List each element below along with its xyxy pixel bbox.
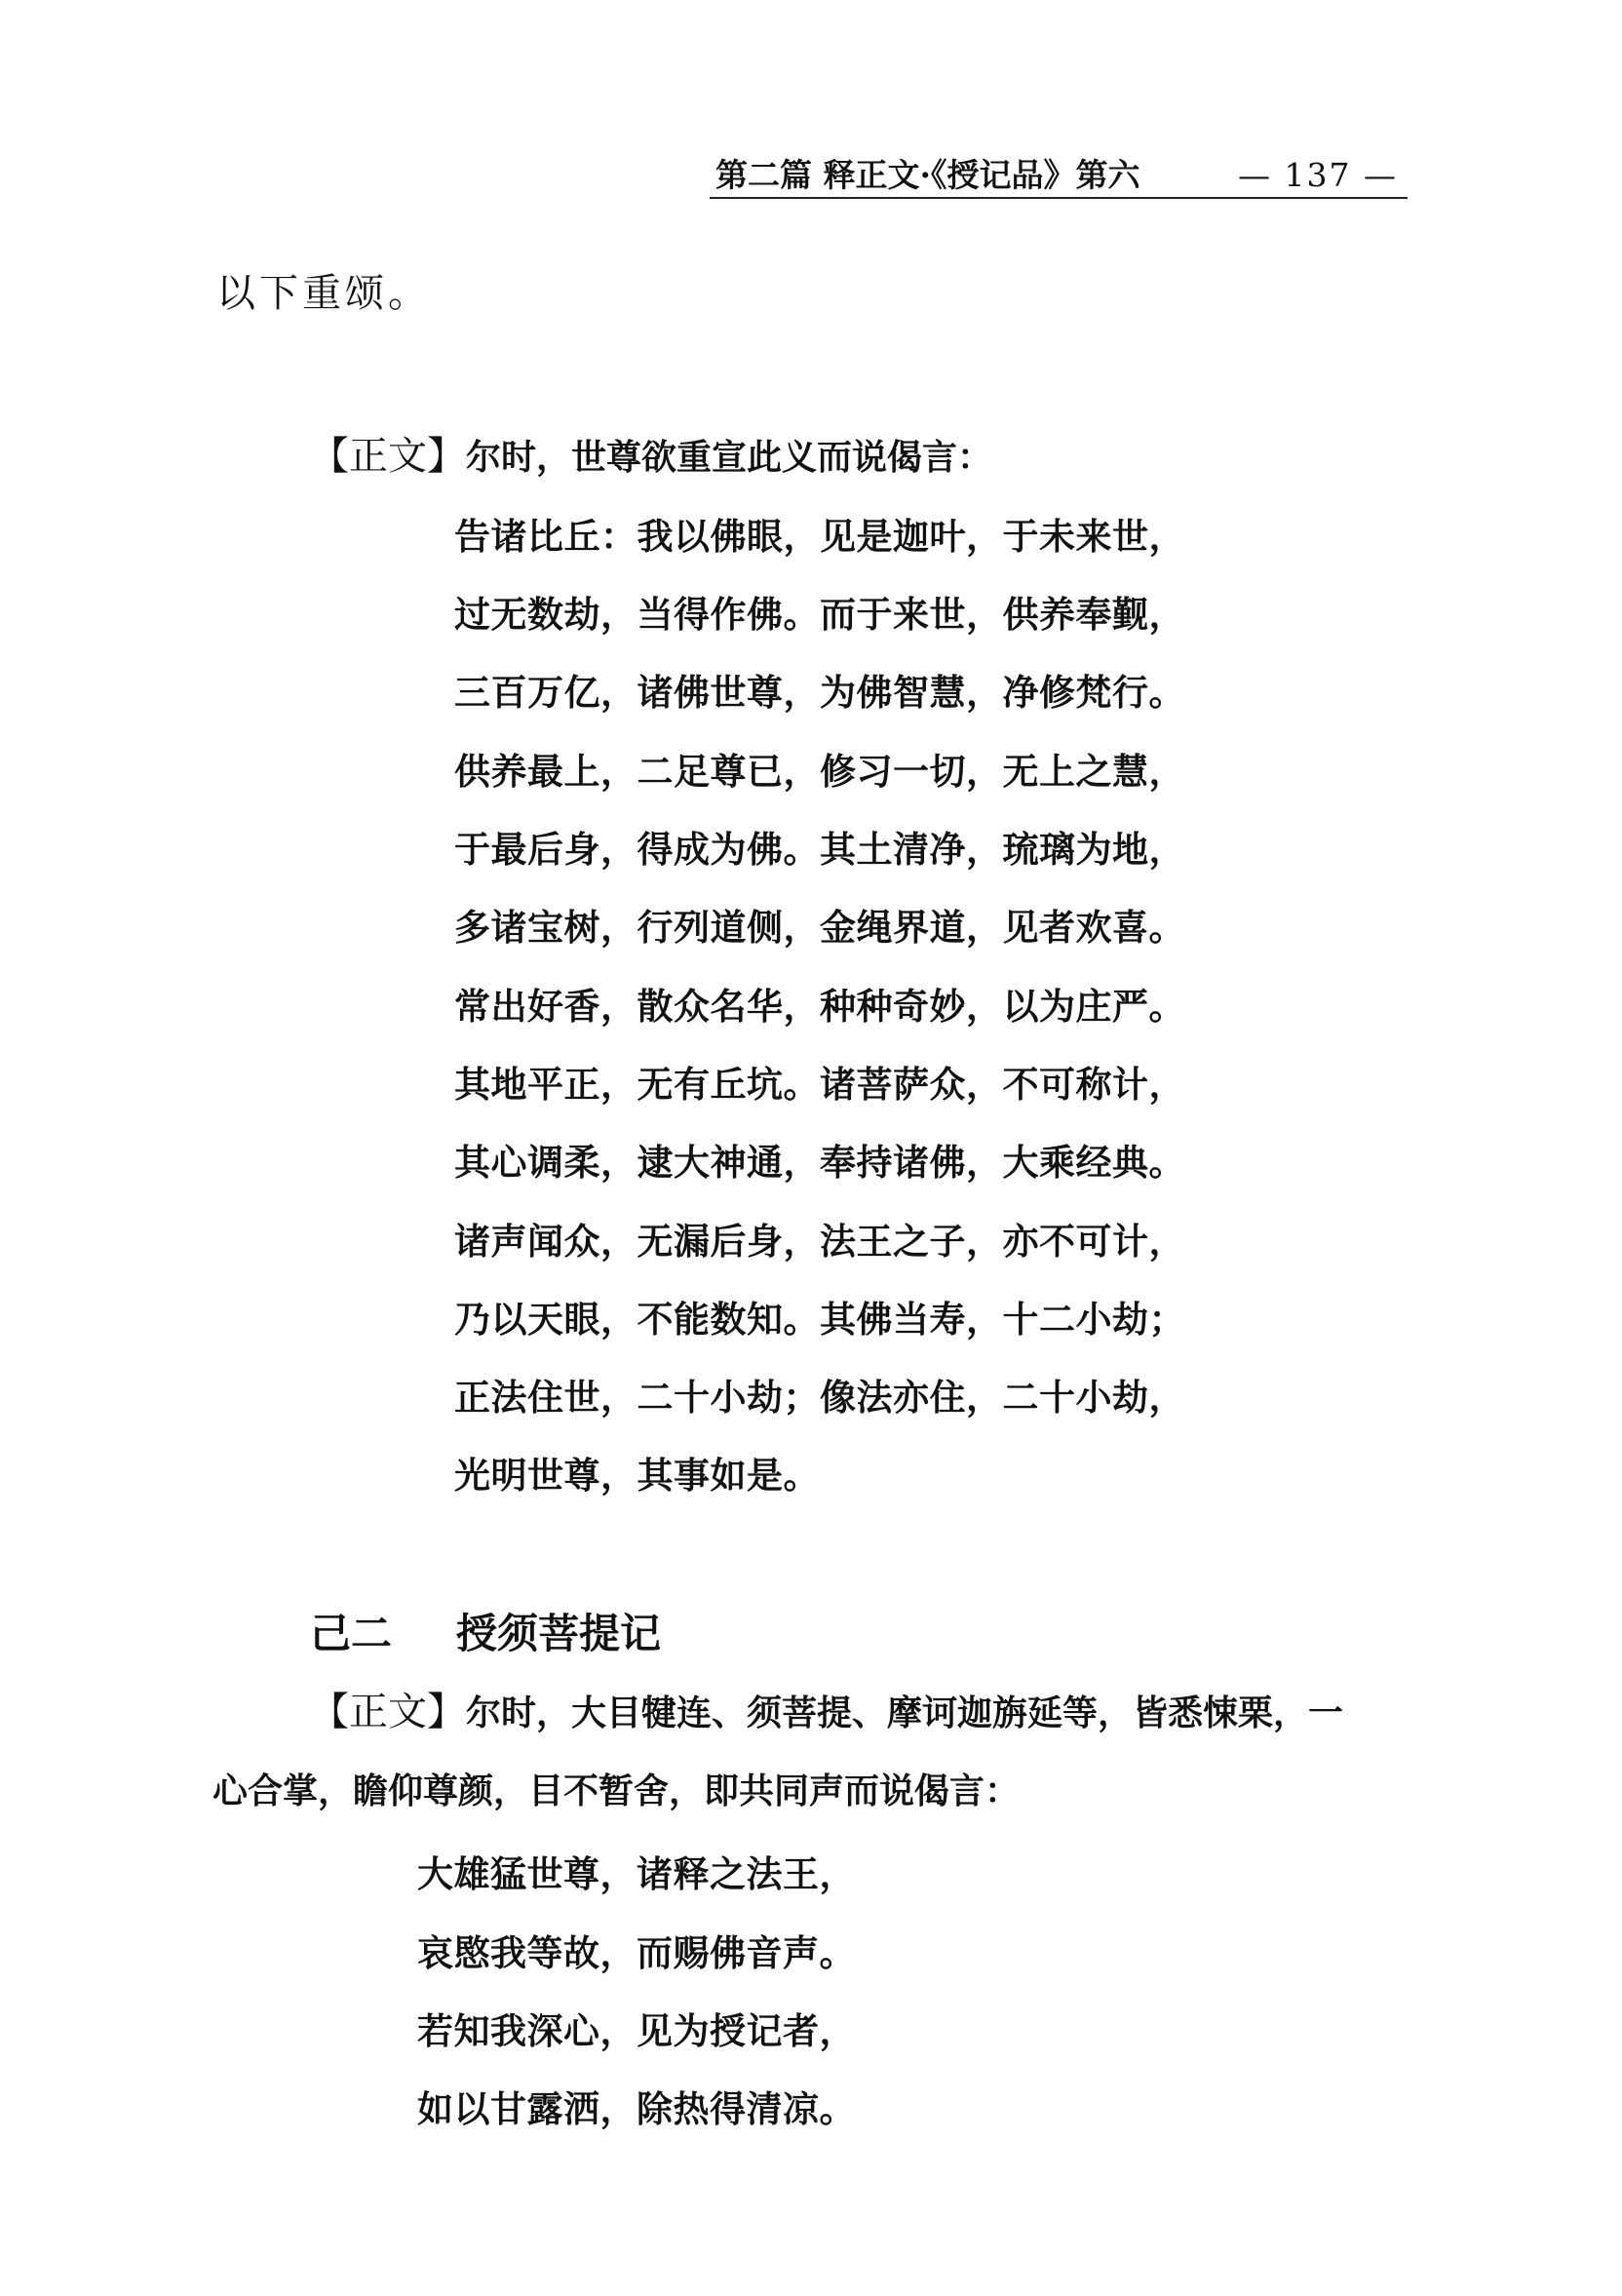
verse-line: 诸声闻众，无漏后身，法王之子，亦不可计， [454, 1221, 1185, 1263]
verse-line: 大雄猛世尊，诸释之法王， [417, 1853, 856, 1895]
verse-line: 常出好香，散众名华，种种奇妙，以为庄严。 [454, 986, 1185, 1028]
verse-line: 供养最上，二足尊已，修习一切，无上之慧， [454, 751, 1185, 793]
verse-line: 多诸宝树，行列道侧，金绳界道，见者欢喜。 [454, 907, 1185, 949]
verse-line: 其心调柔，逮大神通，奉持诸佛，大乘经典。 [454, 1142, 1185, 1184]
paragraph-2-line-2: 心合掌，瞻仰尊颜，目不暂舍，即共同声而说偈言： [212, 1771, 1021, 1811]
verse-line: 于最后身，得成为佛。其土清净，琉璃为地， [454, 829, 1185, 871]
running-header [710, 154, 1408, 199]
verse-line: 如以甘露洒，除热得清凉。 [417, 2088, 856, 2130]
verse-line: 光明世尊，其事如是。 [454, 1455, 820, 1497]
verse-line: 哀愍我等故，而赐佛音声。 [417, 1932, 856, 1974]
verse-line: 其地平正，无有丘坑。诸菩萨众，不可称计， [454, 1064, 1185, 1106]
page-number: — 137 — [1238, 156, 1398, 194]
verse-line: 告诸比丘：我以佛眼，见是迦叶，于未来世， [454, 516, 1185, 558]
verse-line: 正法住世，二十小劫；像法亦住，二十小劫， [454, 1377, 1185, 1419]
paragraph-text: 尔时，世尊欲重宣此义而说偈言： [466, 438, 993, 478]
intro-line: 以下重颂。 [216, 271, 431, 316]
verse-line: 过无数劫，当得作佛。而于来世，供养奉觐， [454, 594, 1185, 636]
paragraph-text: 尔时，大目犍连、须菩提、摩诃迦旃延等，皆悉悚栗，一 [466, 1693, 1344, 1733]
section-number: 己二 [310, 1610, 393, 1657]
paragraph-label: 【正文】 [310, 434, 466, 479]
section-title: 授须菩提记 [456, 1610, 662, 1657]
section-heading [310, 1610, 662, 1657]
verse-line: 三百万亿，诸佛世尊，为佛智慧，净修梵行。 [454, 672, 1185, 714]
paragraph-2-line-1 [310, 1690, 1344, 1734]
paragraph-1 [310, 434, 993, 479]
verse-line: 若知我深心，见为授记者， [417, 2010, 856, 2052]
verse-line: 乃以天眼，不能数知。其佛当寿，十二小劫； [454, 1299, 1185, 1341]
header-title: 第二篇 释正文·《授记品》第六 [715, 156, 1140, 194]
paragraph-label: 【正文】 [310, 1690, 466, 1734]
